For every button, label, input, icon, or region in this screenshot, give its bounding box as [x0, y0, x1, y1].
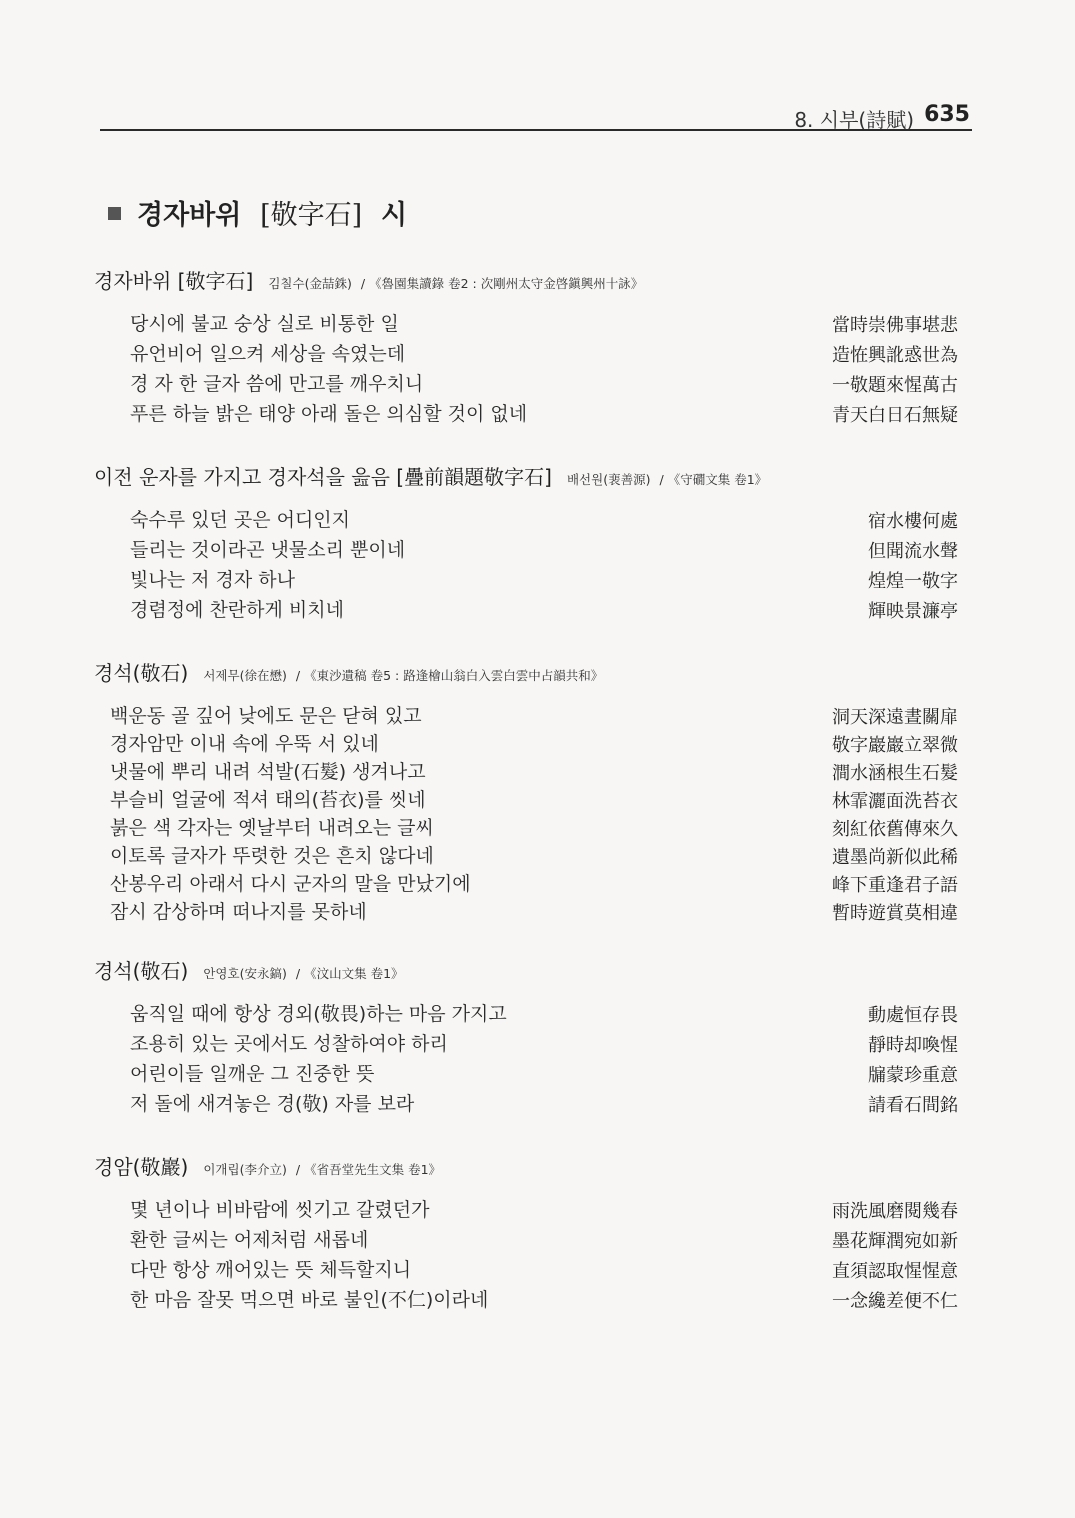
- poem-line: [94, 842, 964, 870]
- korean-line: 숙수루 있던 곳은 어디인지: [130, 509, 351, 531]
- hanja-line: 宿水樓何處: [868, 511, 958, 532]
- section-title-korean: 경자바위: [137, 200, 242, 231]
- poem-line: [94, 596, 964, 626]
- poem-title: 경자바위 [敬字石]: [94, 269, 254, 293]
- hanja-line: 牖蒙珍重意: [868, 1065, 958, 1086]
- poem-lines: [94, 1000, 964, 1120]
- poem-line: [94, 1196, 964, 1226]
- section-title-hanja: [敬字石]: [260, 200, 363, 231]
- poem-title: 경석(敬石): [94, 661, 189, 685]
- korean-line: 다만 항상 깨어있는 뜻 체득할지니: [130, 1259, 412, 1281]
- poem-title: 이전 운자를 가지고 경자석을 읊음 [疊前韻題敬字石]: [94, 465, 552, 489]
- poem-line: [94, 814, 964, 842]
- hanja-line: 暫時遊賞莫相違: [832, 903, 958, 924]
- poem-line: [94, 310, 964, 340]
- poem-author: 서제무(徐在懋): [203, 668, 287, 683]
- page-number: 635: [924, 102, 970, 127]
- hanja-line: 洞天深遠晝關扉: [832, 707, 958, 728]
- poem-line: [94, 400, 964, 430]
- korean-line: 환한 글씨는 어제처럼 새롭네: [130, 1229, 369, 1251]
- poem-lines: [94, 702, 964, 926]
- poem-line: [94, 1256, 964, 1286]
- hanja-line: 當時崇佛事堪悲: [832, 315, 958, 336]
- poem-line: [94, 870, 964, 898]
- korean-line: 경렴정에 찬란하게 비치네: [130, 599, 344, 621]
- poem-line: [94, 566, 964, 596]
- korean-line: 당시에 불교 숭상 실로 비통한 일: [130, 313, 399, 335]
- poem-heading: [94, 266, 964, 296]
- poem-block: [94, 462, 964, 626]
- poem-source: / 《東沙遺稿 卷5 : 路逢檜山翁白入雲白雲中占韻共和》: [295, 668, 604, 683]
- korean-line: 저 돌에 새겨놓은 경(敬) 자를 보라: [130, 1093, 415, 1115]
- hanja-line: 雨洗風磨閱幾春: [832, 1201, 958, 1222]
- poem-author: 안영호(安永鎬): [203, 966, 287, 981]
- poem-line: [94, 702, 964, 730]
- poem-line: [94, 730, 964, 758]
- hanja-line: 但聞流水聲: [868, 541, 958, 562]
- poem-source: / 《汶山文集 卷1》: [295, 966, 404, 981]
- korean-line: 움직일 때에 항상 경외(敬畏)하는 마음 가지고: [130, 1003, 507, 1025]
- poem-source: / 《魯園集讀錄 卷2 : 次剛州太守金啓鎭興州十詠》: [360, 276, 644, 291]
- hanja-line: 峰下重逢君子語: [832, 875, 958, 896]
- korean-line: 이토록 글자가 뚜렷한 것은 흔치 않다네: [110, 845, 434, 867]
- square-bullet-icon: [108, 207, 121, 220]
- poem-line: [94, 1226, 964, 1256]
- korean-line: 경자암만 이내 속에 우뚝 서 있네: [110, 733, 379, 755]
- poem-line: [94, 1000, 964, 1030]
- hanja-line: 請看石間銘: [868, 1095, 958, 1116]
- hanja-line: 澗水涵根生石髮: [832, 763, 958, 784]
- korean-line: 잠시 감상하며 떠나지를 못하네: [110, 901, 367, 923]
- hanja-line: 刻紅依舊傳來久: [832, 819, 958, 840]
- poem-heading: [94, 462, 964, 492]
- hanja-line: 造恠興訛惑世為: [832, 345, 958, 366]
- korean-line: 붉은 색 각자는 옛날부터 내려오는 글씨: [110, 817, 434, 839]
- chapter-title: 8. 시부(詩賦): [794, 108, 914, 132]
- korean-line: 부슬비 얼굴에 적셔 태의(苔衣)를 씻네: [110, 789, 426, 811]
- poem-block: [94, 956, 964, 1120]
- korean-line: 들리는 것이라곤 냇물소리 뿐이네: [130, 539, 406, 561]
- poem-heading: [94, 1152, 964, 1182]
- poem-block: [94, 658, 964, 926]
- hanja-line: 一敬題來惺萬古: [832, 375, 958, 396]
- poem-author: 김칠수(金喆銖): [268, 276, 352, 291]
- hanja-line: 直須認取惺惺意: [832, 1261, 958, 1282]
- poem-line: [94, 1286, 964, 1316]
- poem-line: [94, 758, 964, 786]
- poem-source: / 《省吾堂先生文集 卷1》: [295, 1162, 442, 1177]
- running-header: [100, 102, 972, 138]
- hanja-line: 煌煌一敬字: [868, 571, 958, 592]
- section-title: [108, 193, 407, 232]
- hanja-line: 墨花輝潤宛如新: [832, 1231, 958, 1252]
- header-rule: [100, 129, 972, 131]
- korean-line: 산봉우리 아래서 다시 군자의 말을 만났기에: [110, 873, 471, 895]
- korean-line: 한 마음 잘못 먹으면 바로 불인(不仁)이라네: [130, 1289, 489, 1311]
- poem-line: [94, 898, 964, 926]
- poem-line: [94, 1090, 964, 1120]
- korean-line: 냇물에 뿌리 내려 석발(石髮) 생겨나고: [110, 761, 426, 783]
- korean-line: 푸른 하늘 밝은 태양 아래 돌은 의심할 것이 없네: [130, 403, 528, 425]
- poem-line: [94, 340, 964, 370]
- poem-source: / 《守礀文集 卷1》: [659, 472, 768, 487]
- poem-line: [94, 536, 964, 566]
- hanja-line: 青天白日石無疑: [832, 405, 958, 426]
- section-title-suffix: 시: [381, 200, 408, 231]
- korean-line: 빛나는 저 경자 하나: [130, 569, 295, 591]
- hanja-line: 敬字巖巖立翠微: [832, 735, 958, 756]
- korean-line: 몇 년이나 비바람에 씻기고 갈렸던가: [130, 1199, 430, 1221]
- korean-line: 백운동 골 깊어 낮에도 문은 닫혀 있고: [110, 705, 422, 727]
- poem-line: [94, 786, 964, 814]
- poem-line: [94, 370, 964, 400]
- korean-line: 유언비어 일으켜 세상을 속였는데: [130, 343, 406, 365]
- hanja-line: 動處恒存畏: [868, 1005, 958, 1026]
- hanja-line: 遺墨尚新似此稀: [832, 847, 958, 868]
- poem-heading: [94, 956, 964, 986]
- poem-title: 경석(敬石): [94, 959, 189, 983]
- poem-line: [94, 506, 964, 536]
- poem-line: [94, 1030, 964, 1060]
- poem-block: [94, 266, 964, 430]
- poem-title: 경암(敬巖): [94, 1155, 189, 1179]
- hanja-line: 林霏灑面洗苔衣: [832, 791, 958, 812]
- korean-line: 조용히 있는 곳에서도 성찰하여야 하리: [130, 1033, 448, 1055]
- poem-author: 이개립(李介立): [203, 1162, 287, 1177]
- hanja-line: 靜時却喚惺: [868, 1035, 958, 1056]
- hanja-line: 輝映景濂亭: [868, 601, 958, 622]
- poem-lines: [94, 506, 964, 626]
- poem-author: 배선원(裵善源): [566, 472, 651, 487]
- hanja-line: 一念纔差便不仁: [832, 1291, 958, 1312]
- poem-block: [94, 1152, 964, 1316]
- poem-line: [94, 1060, 964, 1090]
- poem-lines: [94, 310, 964, 430]
- poem-lines: [94, 1196, 964, 1316]
- poem-heading: [94, 658, 964, 688]
- korean-line: 경 자 한 글자 씀에 만고를 깨우치니: [130, 373, 424, 395]
- korean-line: 어린이들 일깨운 그 진중한 뜻: [130, 1063, 375, 1085]
